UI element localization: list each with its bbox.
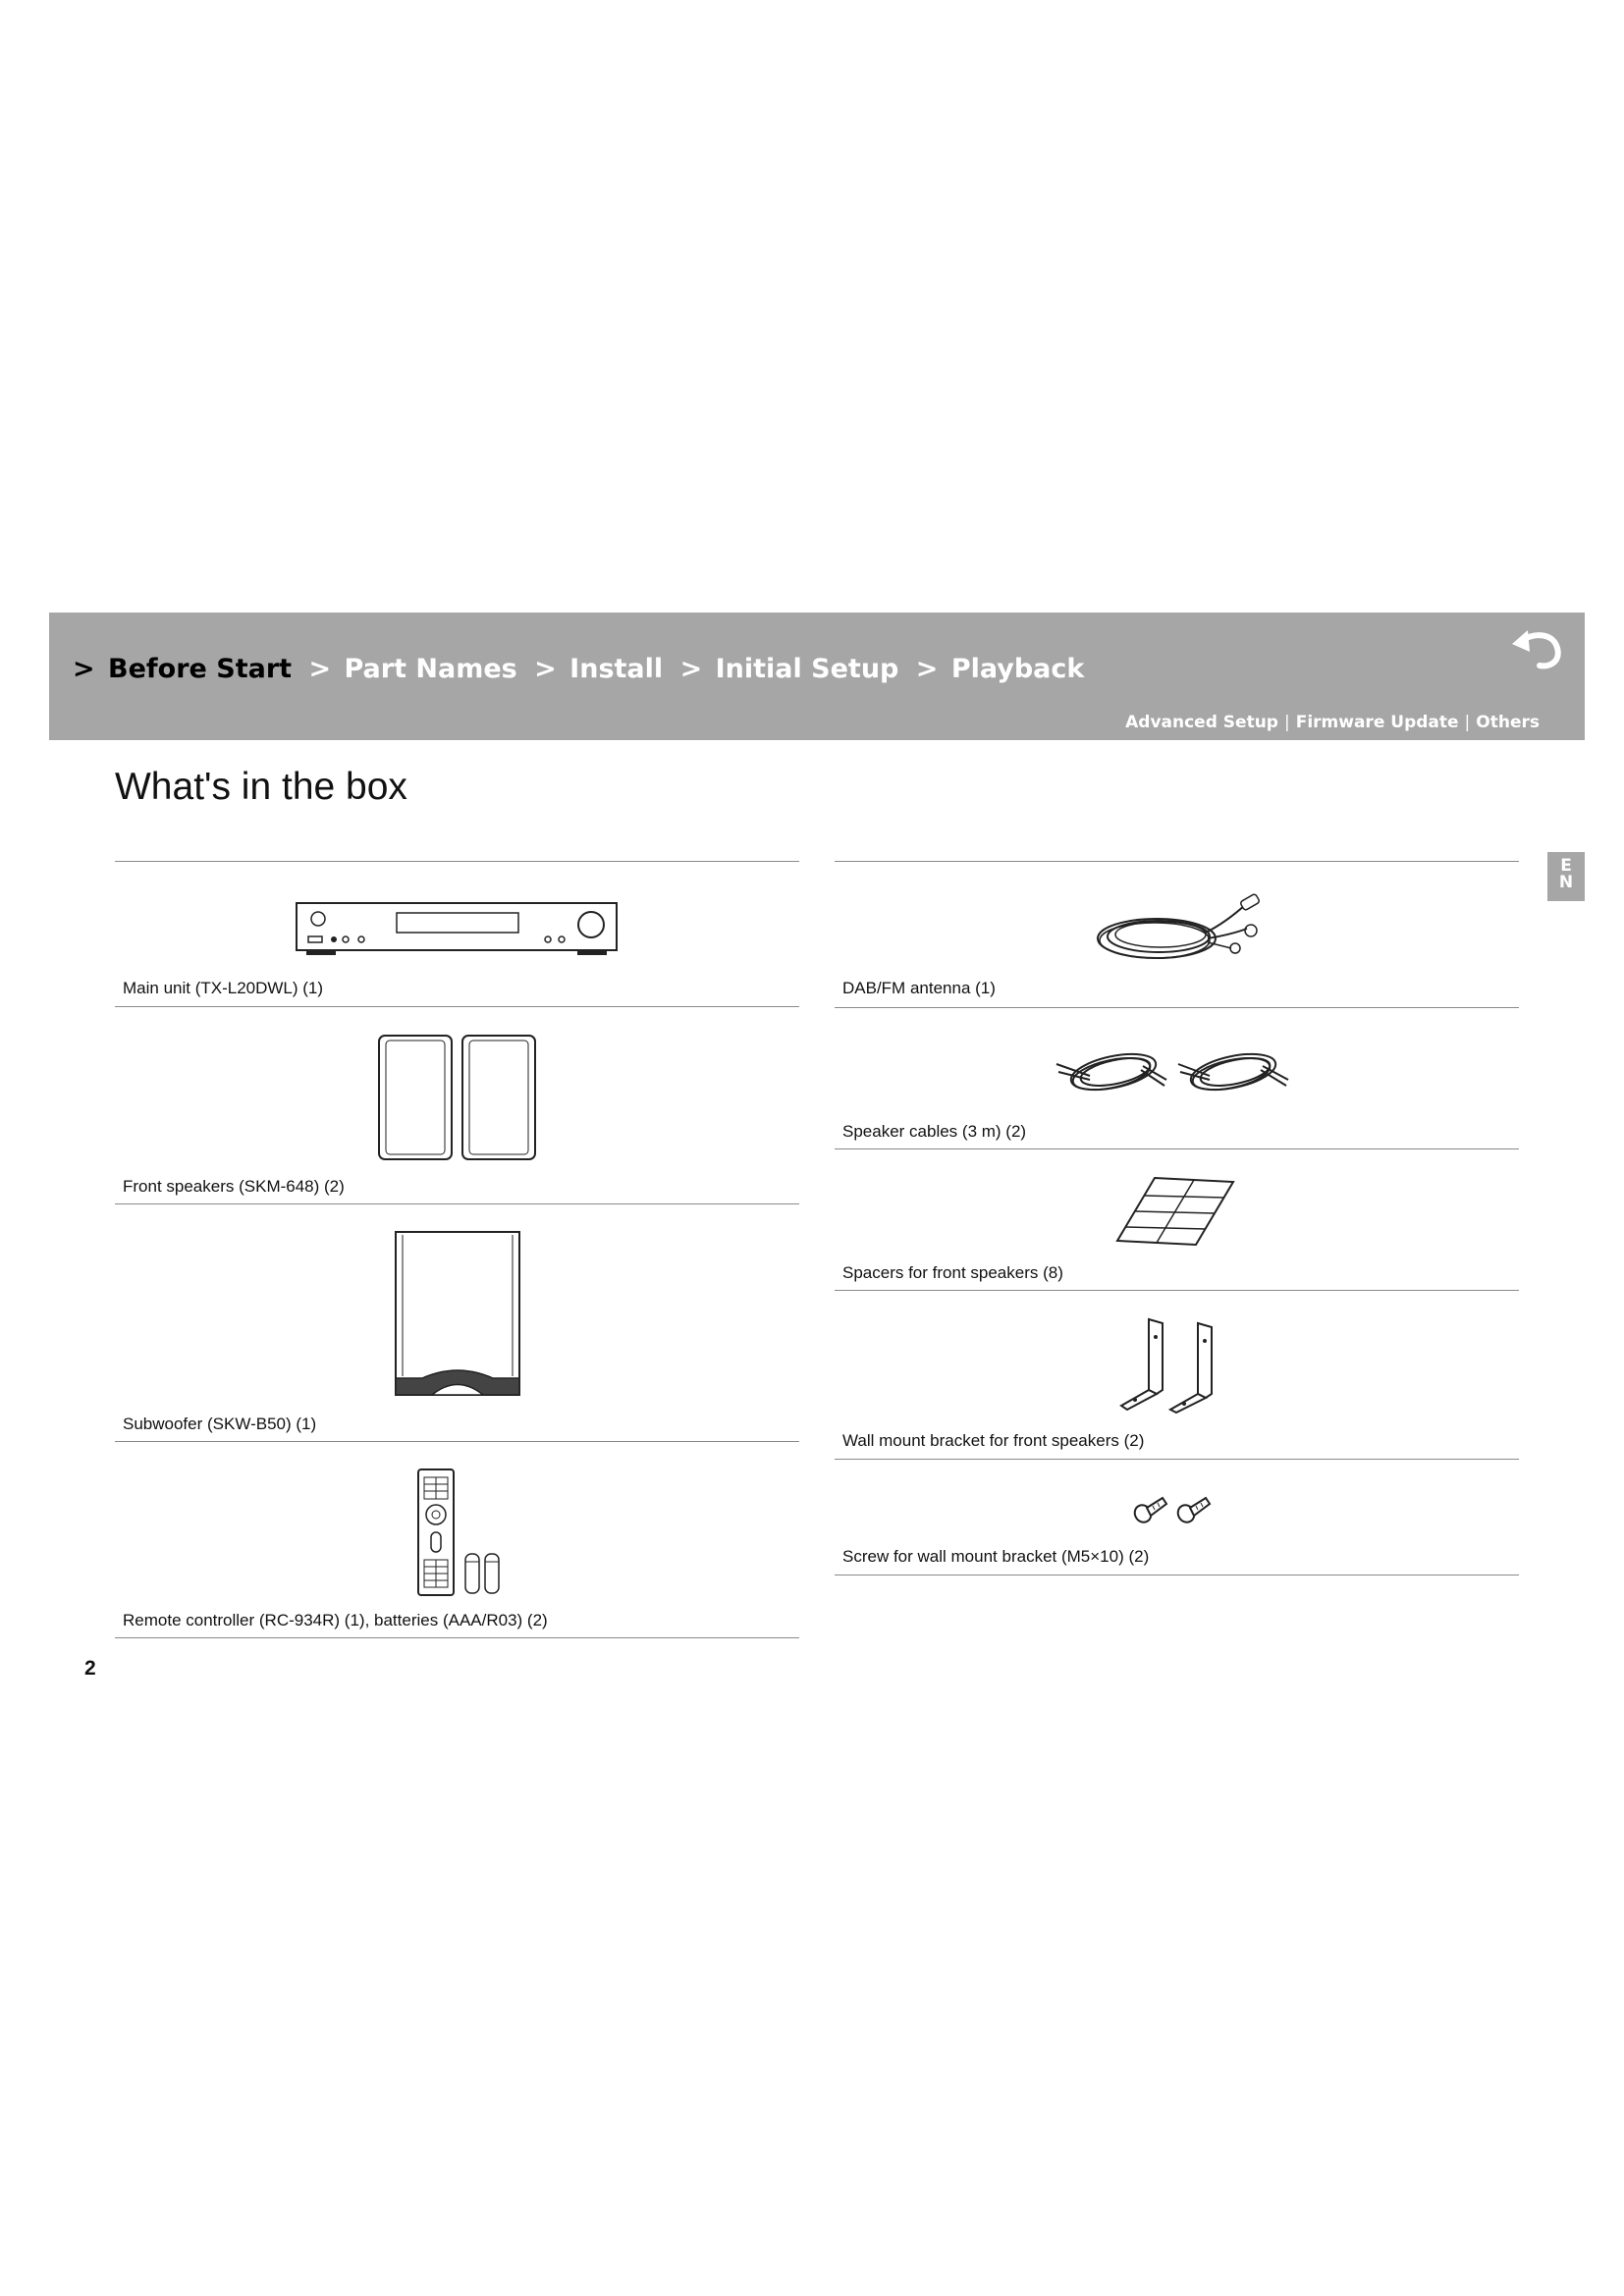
remote-controller-illustration <box>416 1468 511 1597</box>
main-unit-illustration <box>295 895 619 956</box>
sub-navigation <box>1125 713 1540 732</box>
header-bar <box>49 613 1585 740</box>
divider-line <box>115 1006 799 1007</box>
language-tab-letter: E <box>1560 856 1572 876</box>
return-arrow-icon[interactable] <box>1510 626 1565 671</box>
item-label-main-unit: Main unit (TX-L20DWL) (1) <box>123 979 324 997</box>
nav-part-names[interactable]: Part Names <box>344 654 517 684</box>
nav-playback[interactable]: Playback <box>950 654 1085 684</box>
divider-line <box>835 1007 1519 1008</box>
item-label-screws: Screw for wall mount bracket (M5×10) (2) <box>842 1547 1150 1566</box>
divider-line <box>835 1148 1519 1149</box>
item-label-wall-mount-bracket: Wall mount bracket for front speakers (2) <box>842 1431 1145 1450</box>
item-label-speaker-cables: Speaker cables (3 m) (2) <box>842 1122 1027 1141</box>
speaker-cables-illustration <box>1051 1042 1302 1103</box>
subnav-others[interactable]: Others <box>1476 713 1540 732</box>
wall-mount-bracket-illustration <box>1117 1315 1233 1414</box>
subnav-divider: | <box>1464 713 1471 732</box>
item-label-front-speakers: Front speakers (SKM-648) (2) <box>123 1177 345 1196</box>
subnav-divider: | <box>1283 713 1290 732</box>
language-tab[interactable] <box>1547 852 1585 901</box>
antenna-illustration <box>1088 893 1267 970</box>
divider-line <box>115 861 799 862</box>
spacers-illustration <box>1115 1174 1235 1249</box>
divider-line <box>835 1459 1519 1460</box>
breadcrumb-nav <box>73 654 1092 684</box>
subnav-firmware-update[interactable]: Firmware Update <box>1295 713 1459 732</box>
item-label-antenna: DAB/FM antenna (1) <box>842 979 996 997</box>
divider-line <box>835 861 1519 862</box>
divider-line <box>835 1290 1519 1291</box>
screws-illustration <box>1131 1490 1218 1525</box>
item-label-remote-controller: Remote controller (RC-934R) (1), batteries (AAA/R03) (2) <box>123 1611 548 1629</box>
nav-separator: > <box>679 654 703 684</box>
nav-separator: > <box>534 654 557 684</box>
item-label-spacers: Spacers for front speakers (8) <box>842 1263 1063 1282</box>
subnav-advanced-setup[interactable]: Advanced Setup <box>1125 713 1278 732</box>
item-label-subwoofer: Subwoofer (SKW-B50) (1) <box>123 1415 317 1433</box>
language-tab-letter: N <box>1558 873 1574 892</box>
page-title: What's in the box <box>115 766 407 808</box>
nav-separator: > <box>915 654 939 684</box>
nav-before-start[interactable]: Before Start <box>108 654 293 684</box>
nav-separator: > <box>308 654 332 684</box>
divider-line <box>115 1637 799 1638</box>
nav-install[interactable]: Install <box>569 654 664 684</box>
nav-separator: > <box>73 654 95 684</box>
divider-line <box>115 1203 799 1204</box>
front-speakers-illustration <box>376 1033 539 1162</box>
page-number: 2 <box>84 1657 96 1680</box>
subwoofer-illustration <box>393 1229 522 1398</box>
nav-initial-setup[interactable]: Initial Setup <box>715 654 899 684</box>
divider-line <box>115 1441 799 1442</box>
